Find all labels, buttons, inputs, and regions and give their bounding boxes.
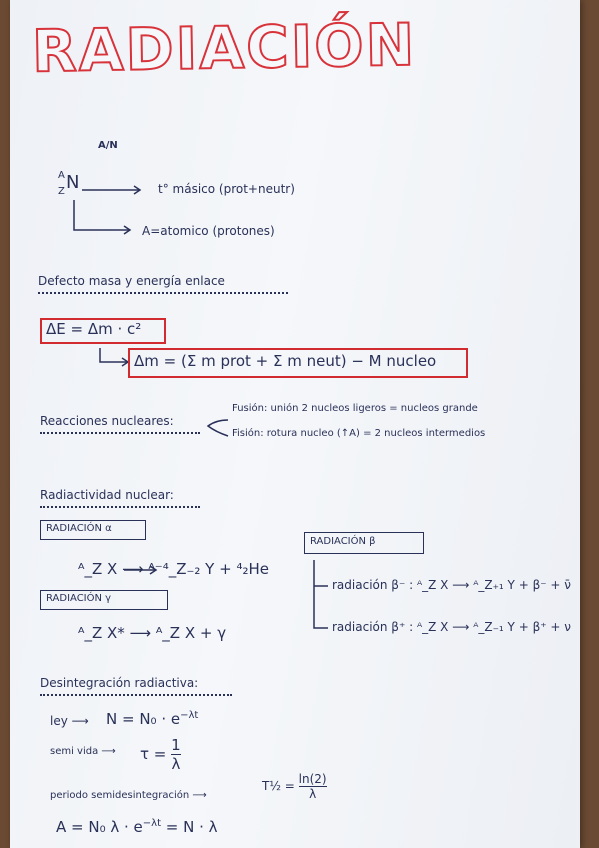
t-half-fraction [299,772,327,801]
beta-label: RADIACIÓN β [310,536,376,547]
decay-underline [40,690,232,696]
mass-number-label: t° másico (prot+neutr) [158,182,295,196]
heading-underline [38,288,288,294]
t-half-denominator: λ [309,787,317,801]
t-half-symbol: T½ = [262,779,295,793]
decay-law-base: N = N₀ · e [106,710,181,728]
beta-minus-equation: radiación β⁻ : ᴬ_Z X ⟶ ᴬ_Z₊₁ Y + β⁻ + ν̄ [332,578,571,592]
nuclide-mass-number: A [58,170,65,181]
decay-law-exponent: −λt [180,710,199,721]
tau-numerator: 1 [171,736,181,754]
mean-life-equation [140,736,181,773]
decay-heading: Desintegración radiactiva: [40,676,199,690]
radioactivity-underline [40,502,200,508]
fission-definition: Fisión: rotura nucleo (↑A) = 2 nucleos intermedios [232,428,486,439]
mass-defect-heading: Defecto masa y energía enlace [38,274,225,288]
activity-base: A = N₀ λ · e [56,818,143,836]
t-half-numerator: ln(2) [298,772,327,786]
activity-exponent: −λt [142,818,161,829]
half-life-period-label: periodo semidesintegración ⟶ [50,790,207,801]
mass-defect-equation: Δm = (Σ m prot + Σ m neut) − M nucleo [134,352,437,370]
nuclide-atomic-number: Z [58,186,65,197]
nuclide-symbol: N [66,172,80,193]
half-life-label: semi vida ⟶ [50,746,116,757]
alpha-label: RADIACIÓN α [46,523,112,534]
activity-result: = N · λ [165,818,218,836]
energy-equation: ΔE = Δm · c² [46,320,142,338]
decay-law-equation [106,710,198,728]
beta-plus-equation: radiación β⁺ : ᴬ_Z X ⟶ ᴬ_Z₋₁ Y + β⁺ + ν [332,620,571,634]
reactions-underline [40,428,200,434]
alpha-decay-equation: ᴬ_Z X ⟶ ᴬ⁻⁴_Z₋₂ Y + ⁴₂He [78,560,269,578]
activity-equation [56,818,218,836]
notebook-page [10,0,580,848]
atomic-number-label: A=atomico (protones) [142,224,275,238]
page-title: RADIACIÓN [31,10,417,86]
gamma-decay-equation: ᴬ_Z X* ⟶ ᴬ_Z X + γ [78,624,227,642]
tau-denominator: λ [171,755,181,773]
tau-symbol: τ = [140,745,167,763]
reactions-label: Reacciones nucleares: [40,414,174,428]
radioactivity-heading: Radiactividad nuclear: [40,488,174,502]
doodle: A/N [98,140,118,151]
gamma-label: RADIACIÓN γ [46,593,112,604]
decay-law-label: ley ⟶ [50,714,89,728]
fusion-definition: Fusión: unión 2 nucleos ligeros = nucleos grande [232,403,478,414]
half-life-equation [262,772,327,801]
tau-fraction [171,736,181,773]
